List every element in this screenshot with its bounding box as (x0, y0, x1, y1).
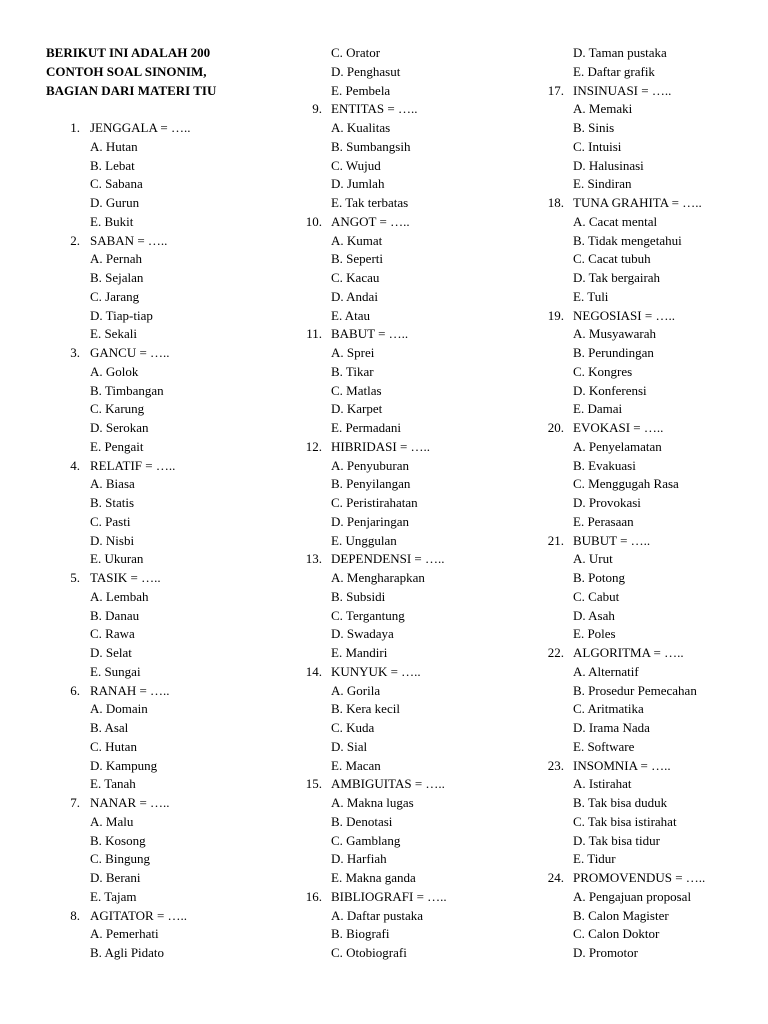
answer-option: B. Tikar (331, 363, 374, 379)
answer-option: E. Poles (573, 626, 616, 642)
answer-option: A. Istirahat (573, 776, 632, 792)
spacer (46, 100, 268, 119)
answer-option: E. Mandiri (331, 645, 388, 660)
option-continued: E. Pembela (331, 82, 391, 98)
column-3 (530, 44, 762, 963)
question-number: 21. (547, 532, 564, 548)
answer-option: E. Unggulan (331, 532, 397, 548)
question-stem: ENTITAS = ….. (331, 101, 418, 117)
title-line: BAGIAN DARI MATERI TIU (46, 82, 217, 98)
answer-option: C. Hutan (90, 738, 137, 754)
option-continued: C. Orator (331, 45, 381, 60)
answer-option: E. Pengait (90, 438, 144, 454)
answer-option: D. Nisbi (90, 532, 135, 548)
answer-option: B. Statis (90, 495, 135, 510)
answer-option: C. Tak bisa istirahat (573, 813, 677, 829)
question-item (46, 457, 268, 570)
question-number: 19. (547, 307, 564, 323)
column-1 (46, 44, 268, 963)
answer-option: D. Karpet (331, 401, 383, 417)
answer-option: A. Kumat (331, 232, 383, 248)
answer-option: E. Damai (573, 401, 623, 417)
answer-option: B. Evakuasi (573, 457, 636, 473)
answer-option: A. Cacat mental (573, 213, 658, 229)
question-number: 20. (547, 420, 564, 435)
answer-option: B. Calon Magister (573, 907, 669, 923)
answer-option: D. Tak bergairah (573, 270, 661, 285)
answer-option: E. Tak terbatas (331, 195, 409, 210)
question-stem: RELATIF = ….. (90, 457, 176, 473)
answer-option: A. Domain (90, 701, 148, 717)
question-item (288, 213, 518, 326)
question-stem-row (530, 757, 762, 776)
question-item (530, 419, 762, 532)
answer-option: E. Permadani (331, 420, 402, 435)
question-stem: DEPENDENSI = ….. (331, 551, 445, 567)
answer-option: C. Jarang (90, 288, 140, 304)
answer-option: C. Aritmatika (573, 701, 644, 717)
question-stem-row (288, 775, 518, 794)
question-stem-row (288, 550, 518, 569)
question-number: 14. (305, 663, 322, 679)
answer-option: A. Kualitas (331, 120, 391, 135)
answer-option: E. Tuli (573, 288, 609, 304)
question-number: 15. (305, 776, 322, 792)
answer-option: C. Peristirahatan (331, 495, 418, 510)
answer-option: B. Sumbangsih (331, 138, 411, 154)
question-stem-row (46, 682, 268, 701)
answer-option: C. Kongres (573, 363, 633, 379)
question-stem-row (530, 419, 762, 438)
title-line: BERIKUT INI ADALAH 200 (46, 45, 211, 60)
question-item (530, 532, 762, 645)
answer-option: B. Kosong (90, 832, 146, 848)
question-stem-row (530, 194, 762, 213)
answer-option: D. Gurun (90, 195, 140, 210)
title-line: CONTOH SOAL SINONIM, (46, 63, 207, 79)
question-item (530, 869, 762, 963)
answer-option: A. Alternatif (573, 663, 639, 679)
answer-option: B. Perundingan (573, 345, 654, 360)
question-item (288, 325, 518, 438)
question-item (46, 232, 268, 345)
answer-option: A. Pengajuan proposal (573, 888, 692, 904)
answer-option: B. Asal (90, 720, 129, 735)
answer-option: B. Kera kecil (331, 701, 400, 717)
question-stem-row (46, 794, 268, 813)
answer-option: B. Denotasi (331, 813, 393, 829)
question-number: 22. (547, 645, 564, 660)
question-stem-row (46, 569, 268, 588)
answer-option: E. Ukuran (90, 551, 144, 567)
answer-option: A. Mengharapkan (331, 570, 425, 585)
question-stem-row (46, 907, 268, 926)
question-number: 17. (547, 82, 564, 98)
answer-option: D. Harfiah (331, 851, 387, 867)
answer-option: E. Software (573, 738, 635, 754)
question-stem-row (530, 644, 762, 663)
answer-option: C. Rawa (90, 626, 135, 642)
answer-option: C. Matlas (331, 382, 382, 398)
question-item (288, 550, 518, 663)
answer-option: D. Berani (90, 870, 141, 885)
answer-option: C. Menggugah Rasa (573, 476, 679, 492)
answer-option: C. Cacat tubuh (573, 251, 651, 267)
question-stem-row (288, 100, 518, 119)
question-number: 6. (70, 682, 80, 698)
question-stem-row (530, 307, 762, 326)
answer-option: E. Macan (331, 757, 381, 773)
question-item (46, 907, 268, 963)
question-number: 13. (305, 551, 322, 567)
question-stem: AMBIGUITAS = ….. (331, 776, 445, 792)
question-stem-row (530, 532, 762, 551)
answer-option: D. Sial (331, 738, 368, 754)
question-stem: INSOMNIA = ….. (573, 757, 671, 773)
answer-option: B. Tak bisa duduk (573, 795, 668, 810)
question-stem: NEGOSIASI = ….. (573, 307, 675, 323)
answer-option: E. Tidur (573, 851, 616, 867)
question-number: 11. (306, 326, 322, 342)
question-number: 8. (70, 907, 80, 923)
question-stem: SABAN = ….. (90, 232, 168, 248)
answer-option: E. Perasaan (573, 513, 634, 529)
question-item (530, 82, 762, 195)
answer-option: E. Sekali (90, 326, 137, 342)
answer-option: D. Irama Nada (573, 720, 650, 735)
question-stem: ANGOT = ….. (331, 213, 410, 229)
answer-option: B. Sinis (573, 120, 615, 135)
answer-option: D. Konferensi (573, 382, 647, 398)
answer-option: C. Kuda (331, 720, 375, 735)
answer-option: A. Memaki (573, 101, 633, 117)
answer-option: D. Selat (90, 645, 132, 660)
answer-option: A. Biasa (90, 476, 135, 492)
answer-option: B. Subsidi (331, 588, 386, 604)
question-item (288, 663, 518, 776)
question-item (530, 307, 762, 420)
answer-option: B. Penyilangan (331, 476, 411, 492)
question-stem-row (288, 325, 518, 344)
question-item (46, 682, 268, 795)
question-item (46, 569, 268, 682)
question-stem-row (288, 888, 518, 907)
question-item (46, 344, 268, 457)
answer-option: C. Otobiografi (331, 945, 407, 960)
column-2 (288, 44, 518, 963)
question-stem: KUNYUK = ….. (331, 663, 421, 679)
answer-option: E. Sungai (90, 663, 141, 679)
question-stem: EVOKASI = ….. (573, 420, 664, 435)
answer-option: C. Cabut (573, 588, 620, 604)
question-stem-row (288, 438, 518, 457)
answer-option: A. Pernah (90, 251, 142, 267)
answer-option: A. Daftar pustaka (331, 907, 424, 923)
answer-option: D. Jumlah (331, 176, 385, 192)
question-stem-row (530, 869, 762, 888)
answer-option: D. Swadaya (331, 626, 394, 642)
answer-option: E. Atau (331, 307, 370, 323)
answer-option: A. Penyuburan (331, 457, 409, 473)
answer-option: C. Calon Doktor (573, 926, 660, 942)
answer-option: C. Wujud (331, 157, 381, 173)
answer-option: B. Sejalan (90, 270, 144, 285)
answer-option: B. Seperti (331, 251, 383, 267)
answer-option: A. Hutan (90, 138, 138, 154)
answer-option: B. Biografi (331, 926, 390, 942)
question-number: 1. (70, 120, 80, 135)
question-stem: HIBRIDASI = ….. (331, 438, 431, 454)
question-number: 12. (305, 438, 322, 454)
answer-option: A. Makna lugas (331, 795, 414, 810)
question-stem: RANAH = ….. (90, 682, 170, 698)
answer-option: A. Urut (573, 551, 613, 567)
question-stem: INSINUASI = ….. (573, 82, 672, 98)
question-item (46, 119, 268, 232)
question-stem-row (46, 232, 268, 251)
answer-option: C. Sabana (90, 176, 143, 192)
question-stem: BABUT = ….. (331, 326, 409, 342)
question-item (288, 438, 518, 551)
answer-option: D. Provokasi (573, 495, 641, 510)
answer-option: D. Halusinasi (573, 157, 644, 173)
question-stem: BUBUT = ….. (573, 532, 651, 548)
question-stem: NANAR = ….. (90, 795, 170, 810)
answer-option: B. Timbangan (90, 382, 164, 398)
answer-option: D. Penjaringan (331, 513, 409, 529)
answer-option: E. Tajam (90, 888, 137, 904)
question-stem-row (288, 213, 518, 232)
question-stem-row (530, 82, 762, 101)
answer-option: B. Prosedur Pemecahan (573, 682, 697, 698)
answer-option: C. Kacau (331, 270, 380, 285)
question-item (530, 194, 762, 307)
question-number: 18. (547, 195, 564, 210)
answer-option: D. Promotor (573, 945, 638, 960)
answer-option: C. Gamblang (331, 832, 401, 848)
question-number: 7. (70, 795, 80, 810)
answer-option: E. Makna ganda (331, 870, 416, 885)
question-item (530, 644, 762, 757)
answer-option: E. Sindiran (573, 176, 632, 192)
answer-option: D. Tiap-tiap (90, 307, 153, 323)
question-item (530, 757, 762, 870)
answer-option: B. Tidak mengetahui (573, 232, 682, 248)
question-number: 9. (312, 101, 322, 117)
question-number: 2. (70, 232, 80, 248)
question-number: 16. (305, 888, 322, 904)
question-number: 3. (70, 345, 80, 360)
question-number: 24. (547, 870, 564, 885)
answer-option: C. Karung (90, 401, 145, 417)
question-stem: BIBLIOGRAFI = ….. (331, 888, 447, 904)
option-continued: D. Taman pustaka (573, 45, 667, 60)
answer-option: A. Malu (90, 813, 134, 829)
answer-option: A. Gorila (331, 682, 381, 698)
answer-option: C. Pasti (90, 513, 131, 529)
answer-option: A. Lembah (90, 588, 149, 604)
question-item (46, 794, 268, 907)
answer-option: A. Pemerhati (90, 926, 159, 942)
answer-option: D. Kampung (90, 757, 158, 773)
answer-option: C. Tergantung (331, 607, 405, 623)
answer-option: E. Tanah (90, 776, 136, 792)
question-stem: TASIK = ….. (90, 570, 161, 585)
question-stem-row (288, 663, 518, 682)
question-stem: GANCU = ….. (90, 345, 170, 360)
answer-option: E. Bukit (90, 213, 134, 229)
answer-option: A. Musyawarah (573, 326, 657, 342)
question-stem: ALGORITMA = ….. (573, 645, 684, 660)
question-number: 10. (305, 213, 322, 229)
answer-option: C. Intuisi (573, 138, 622, 154)
question-item (288, 100, 518, 213)
answer-option: D. Tak bisa tidur (573, 832, 660, 848)
answer-option: B. Danau (90, 607, 140, 623)
question-stem: TUNA GRAHITA = ….. (573, 195, 702, 210)
question-stem-row (46, 344, 268, 363)
question-stem-row (46, 119, 268, 138)
question-number: 4. (70, 457, 80, 473)
answer-option: B. Potong (573, 570, 626, 585)
answer-option: B. Lebat (90, 157, 135, 173)
answer-option: A. Penyelamatan (573, 438, 662, 454)
answer-option: A. Sprei (331, 345, 375, 360)
document-title (46, 44, 268, 100)
answer-option: D. Serokan (90, 420, 149, 435)
question-stem: JENGGALA = ….. (90, 120, 191, 135)
question-stem: PROMOVENDUS = ….. (573, 870, 706, 885)
question-item (288, 888, 518, 963)
option-continued: D. Penghasut (331, 63, 401, 79)
option-continued: E. Daftar grafik (573, 63, 655, 79)
answer-option: C. Bingung (90, 851, 150, 867)
question-number: 5. (70, 570, 80, 585)
answer-option: A. Golok (90, 363, 139, 379)
question-number: 23. (547, 757, 564, 773)
answer-option: B. Agli Pidato (90, 945, 165, 960)
question-stem-row (46, 457, 268, 476)
answer-option: D. Asah (573, 607, 615, 623)
answer-option: D. Andai (331, 288, 378, 304)
question-stem: AGITATOR = ….. (90, 907, 188, 923)
question-item (288, 775, 518, 888)
